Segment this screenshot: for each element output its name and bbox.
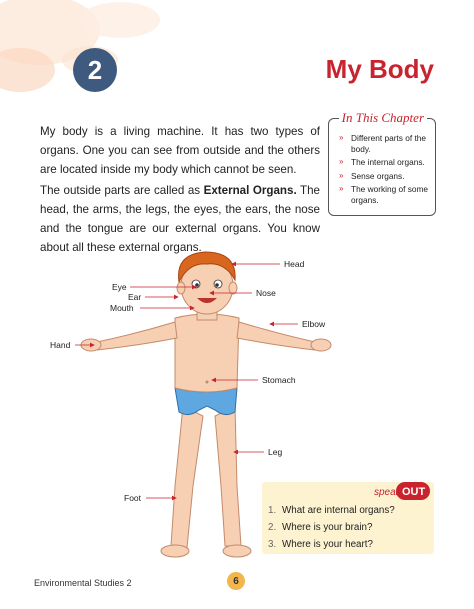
label-mouth: Mouth	[110, 303, 134, 313]
speak-question	[268, 519, 434, 536]
in-this-chapter-heading: In This Chapter	[339, 110, 427, 126]
question-text: What are internal organs?	[282, 505, 395, 516]
speak-question	[268, 536, 434, 553]
bullet-icon: »	[339, 170, 344, 180]
question-text: Where is your heart?	[282, 539, 373, 550]
in-this-chapter-box	[328, 110, 436, 216]
footer-book-title: Environmental Studies 2	[34, 578, 132, 588]
label-hand: Hand	[50, 340, 71, 350]
label-ear: Ear	[128, 292, 142, 302]
speak-out-box	[262, 482, 434, 554]
label-eye: Eye	[112, 282, 127, 292]
chapter-title: My Body	[325, 54, 434, 84]
question-number: 2.	[268, 522, 277, 533]
label-head: Head	[284, 259, 305, 269]
bullet-icon: »	[339, 157, 344, 166]
chapter-topic	[339, 157, 429, 168]
intro-p2-bold: External Organs.	[203, 184, 297, 197]
bullet-icon: »	[339, 184, 344, 193]
speak-question	[268, 502, 434, 519]
chapter-topic	[339, 133, 429, 154]
chapter-topic-text: The working of some organs.	[351, 184, 429, 205]
question-number: 1.	[268, 505, 277, 516]
label-elbow: Elbow	[302, 319, 326, 329]
chapter-topic-text: The internal organs.	[351, 157, 425, 167]
question-text: Where is your brain?	[282, 522, 373, 533]
chapter-number: 2	[73, 48, 117, 92]
speak-out-badge	[372, 480, 432, 502]
chapter-topic	[339, 171, 429, 182]
intro-paragraph-1: My body is a living machine. It has two types of organs. One you can see from outside and the others are located inside my body which cannot be seen.	[40, 125, 320, 176]
chapter-topic-text: Sense organs.	[351, 170, 405, 181]
question-number: 3.	[268, 539, 277, 550]
intro-text	[40, 122, 320, 259]
speak-badge-text: speak	[374, 487, 401, 498]
intro-p2-post: The head, the arms, the legs, the eyes, the ears, the nose and the tongue are our external organs. You know about all these external organs.	[40, 184, 320, 254]
chapter-topic	[339, 184, 429, 205]
page-number: 6	[227, 572, 245, 590]
label-nose: Nose	[256, 288, 276, 298]
label-stomach: Stomach	[262, 375, 296, 385]
intro-p2-pre: The outside parts are called as	[40, 184, 204, 197]
out-badge-text: OUT	[402, 486, 426, 498]
bullet-icon: »	[339, 133, 344, 142]
chapter-topic-text: Different parts of the body.	[351, 133, 427, 154]
label-foot: Foot	[124, 493, 142, 503]
label-leg: Leg	[268, 447, 283, 457]
